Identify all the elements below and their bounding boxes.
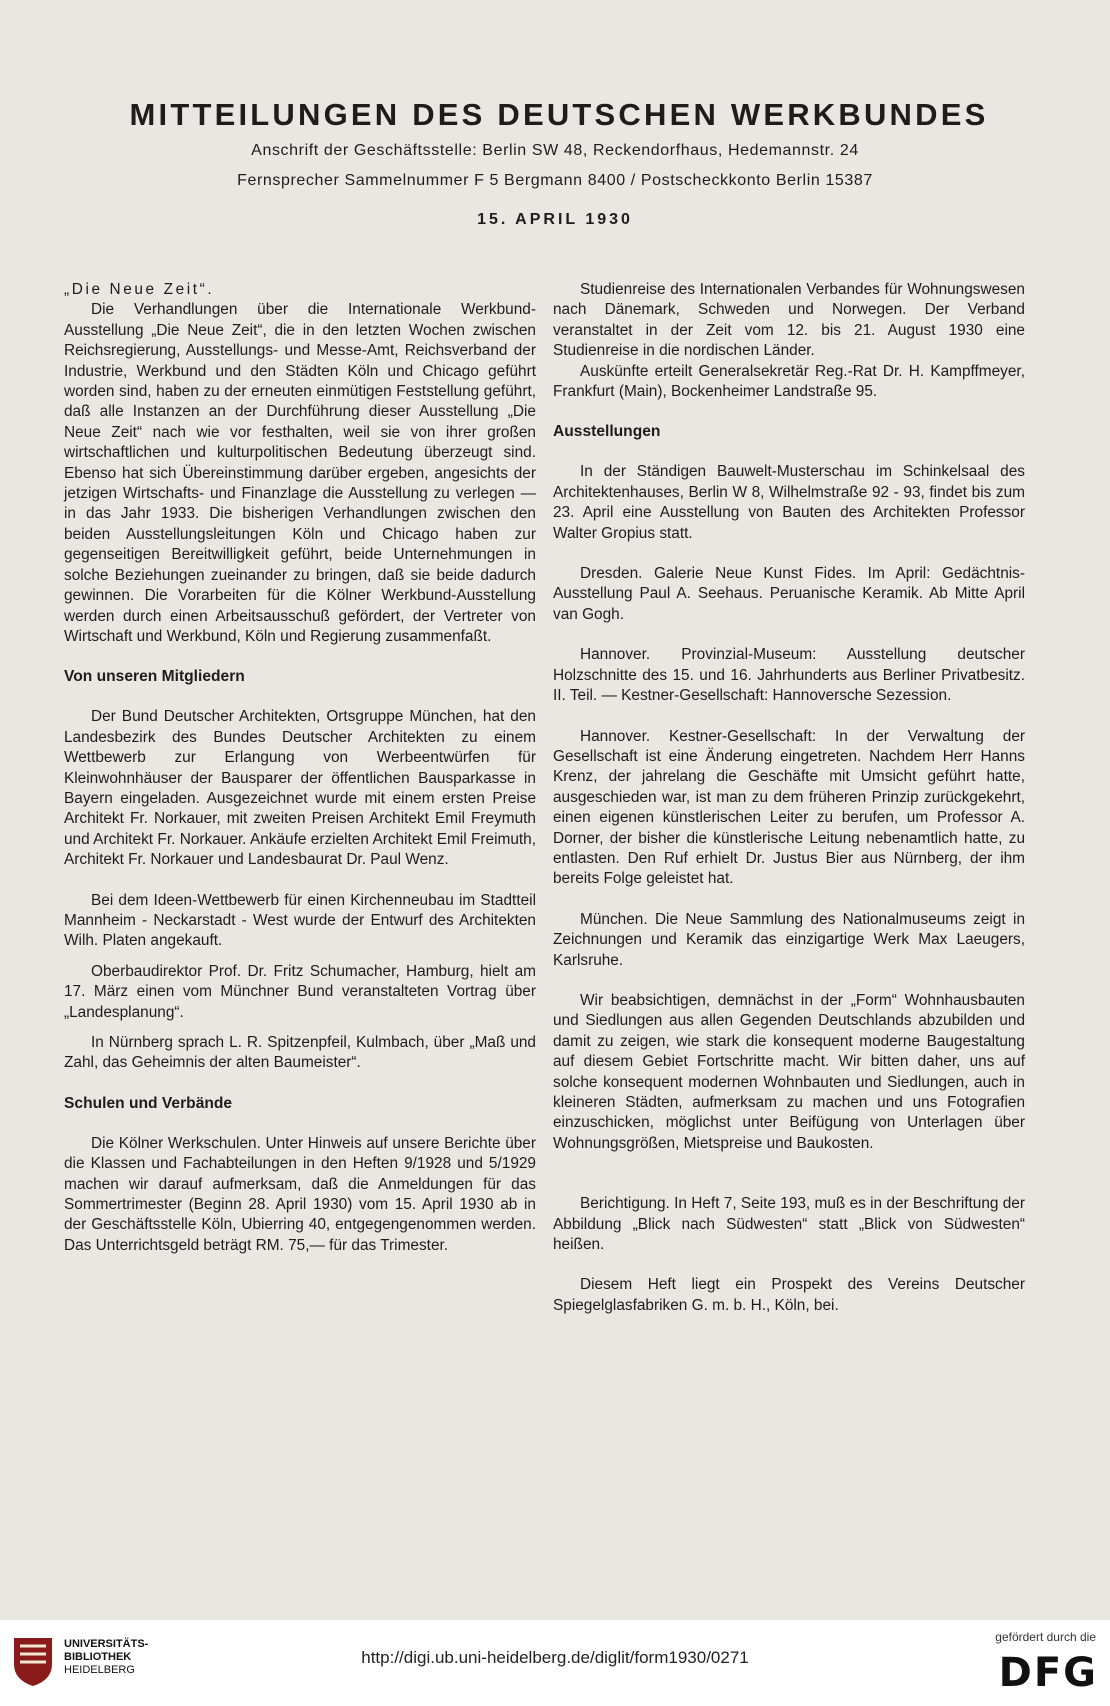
exhibition-muenchen: München. Die Neue Sammlung des Nationalmuseums zeigt in Zeichnungen und Keramik das einzigartige Werk Max Laeugers, Karlsruhe.: [553, 910, 1025, 969]
schools-heading: Schulen und Verbände: [64, 1094, 233, 1112]
digitization-footer: [0, 1620, 1110, 1706]
form-call-paragraph: Wir beabsichtigen, demnächst in der „Form“ Wohnhausbauten und Siedlungen aus allen Gegenden Deutschlands abzubilden und damit zu zeigen, wie stark die konsequent moderne Baugestaltung auf diesem Gebiet Fortschritte macht. Wir bitten daher, uns auf solche konsequent modernen Wohnbauten und Siedlungen, auch in kleineren Städten, aufmerksam zu machen und uns Fotografien einzuschicken, möglichst unter Beifügung von Unterlagen über Wohnungsgrößen, Mietspreise und Baukosten.: [553, 991, 1025, 1152]
study-trip-contact: Auskünfte erteilt Generalsekretär Reg.-Rat Dr. H. Kampffmeyer, Frankfurt (Main), Bockenheimer Landstraße 95.: [553, 362, 1025, 401]
issue-date: 15. APRIL 1930: [477, 211, 633, 228]
members-heading: Von unseren Mitgliedern: [64, 668, 245, 686]
masthead: [0, 96, 1110, 229]
members-paragraph-1: Der Bund Deutscher Architekten, Ortsgruppe München, hat den Landesbezirk des Bundes Deutscher Architekten zu einem Wettbewerb zur Erlangung von Werbeentwürfen für Kleinwohnhäuser der Bausparer der öffentlichen Bausparkasse in Bayern eingeladen. Ausgezeichnet wurde mit einem ersten Preise Architekt Fr. Norkauer, mit zweiten Preisen Architekt Emil Freymuth und Architekt Fr. Norkauer. Ankäufe erzielten Architekt Emil Freimuth, Architekt Fr. Norkauer und Landesbaurat Dr. Paul Wenz.: [64, 708, 536, 869]
library-name: UNIVERSITÄTS- BIBLIOTHEK HEIDELBERG: [64, 1638, 149, 1676]
funding-caption: gefördert durch die: [995, 1630, 1096, 1644]
schools-paragraph-1: Die Kölner Werkschulen. Unter Hinweis auf unsere Berichte über die Klassen und Fachabteilungen in den Heften 9/1928 und 5/1929 machen wir darauf aufmerksam, daß die Anmeldungen für das Sommertrimester (Beginn 28. April 1930) vom 15. April 1930 ab in der Geschäftsstelle Köln, Ubierring 40, entgegengenommen werden. Das Unterrichtsgeld beträgt RM. 75,— für das Trimester.: [64, 1134, 536, 1254]
exhibition-hannover-1: Hannover. Provinzial-Museum: Ausstellung deutscher Holzschnitte des 15. und 16. Jahrhunderts aus Berliner Privatbesitz. II. Teil. — Kestner-Gesellschaft: Hannoversche Sezession.: [553, 646, 1025, 705]
correction-paragraph: Berichtigung. In Heft 7, Seite 193, muß es in der Beschriftung der Abbildung „Blick nach Südwesten“ statt „Blick von Südwesten“ heißen.: [553, 1195, 1025, 1254]
masthead-address: Anschrift der Geschäftsstelle: Berlin SW 48, Reckendorfhaus, Hedemannstr. 24: [251, 142, 859, 159]
members-paragraph-3: Oberbaudirektor Prof. Dr. Fritz Schumacher, Hamburg, hielt am 17. März einen vom Münchner Bund veranstalteten Vortrag über „Landesplanung“.: [64, 962, 536, 1021]
members-paragraph-2: Bei dem Ideen-Wettbewerb für einen Kirchenneubau im Stadtteil Mannheim - Neckarstadt - West wurde der Entwurf des Architekten Wilh. Platen angekauft.: [64, 891, 536, 950]
neue-zeit-title: „Die Neue Zeit“.: [64, 281, 215, 298]
exhibitions-heading: Ausstellungen: [553, 423, 661, 441]
exhibition-berlin: In der Ständigen Bauwelt-Musterschau im Schinkelsaal des Architektenhauses, Berlin W 8, Wilhelmstraße 92 - 93, findet bis zum 23. April eine Ausstellung von Bauten des Architekten Professor Walter Gropius statt.: [553, 463, 1025, 542]
masthead-title: MITTEILUNGEN DES DEUTSCHEN WERKBUNDES: [129, 97, 989, 132]
source-url-link[interactable]: http://digi.ub.uni-heidelberg.de/diglit/form1930/0271: [361, 1648, 749, 1667]
neue-zeit-body: Die Verhandlungen über die Internationale Werkbund-Ausstellung „Die Neue Zeit“, die in den letzten Wochen zwischen Reichsregierung, Ausstellungs- und Messe-Amt, Reichsverband der Industrie, Werkbund und den Städten Köln und Chicago geführt worden sind, haben zu der erneuten einmütigen Feststellung geführt, daß alle Instanzen an der Durchführung dieser Ausstellung „Die Neue Zeit“ nach wie vor festhalten, weil sie von ihrer großen wirtschaftlichen und kulturpolitischen Bedeutung überzeugt sind. Ebenso hat sich Übereinstimmung darüber ergeben, angesichts der jetzigen Wirtschafts- und Finanzlage die Ausstellung zu verlegen — in das Jahr 1933. Die bisherigen Verhandlungen zwischen den beiden Ausstellungsleitungen Köln und Chicago haben zur gegenseitigen Bereitwilligkeit geführt, beide Unternehmungen in solche Beziehungen zueinander zu bringen, daß sie beide dadurch gewinnen. Die Vorarbeiten für die Kölner Werkbund-Ausstellung werden durch einen Arbeitsausschuß gefördert, der Vertreter von Wirtschaft und Werkbund, Köln und Regierung zusammenfaßt.: [64, 301, 536, 645]
exhibition-dresden: Dresden. Galerie Neue Kunst Fides. Im April: Gedächtnis-Ausstellung Paul A. Seehaus. Peruanische Keramik. Ab Mitte April van Gogh.: [553, 565, 1025, 623]
study-trip-paragraph: Studienreise des Internationalen Verbandes für Wohnungswesen nach Dänemark, Schweden und Norwegen. Der Verband veranstaltet in der Zeit vom 12. bis 21. August 1930 eine Studienreise in die nordischen Länder.: [553, 281, 1025, 360]
right-column: [553, 280, 1025, 1316]
dfg-logo: DFG: [998, 1650, 1098, 1696]
left-column: [64, 280, 536, 1256]
exhibition-hannover-2: Hannover. Kestner-Gesellschaft: In der Verwaltung der Gesellschaft ist eine Änderung eingetreten. Nachdem Herr Hanns Krenz, der jahrelang die Geschäfte mit Umsicht geführt hatte, ausgeschieden war, ist man zu dem früheren Prinzip zurückgekehrt, einen eigenen künstlerischen Leiter zu berufen, um Professor A. Dorner, der bisher die künstlerische Leitung nebenamtlich hatte, zu entlasten. Den Ruf erhielt Dr. Justus Bier aus Nürnberg, der ihm bereits Folge geleistet hat.: [553, 727, 1025, 888]
masthead-phone: Fernsprecher Sammelnummer F 5 Bergmann 8400 / Postscheckkonto Berlin 15387: [237, 172, 873, 189]
prospectus-paragraph: Diesem Heft liegt ein Prospekt des Vereins Deutscher Spiegelglasfabriken G. m. b. H., Köln, bei.: [553, 1276, 1025, 1314]
members-paragraph-4: In Nürnberg sprach L. R. Spitzenpfeil, Kulmbach, über „Maß und Zahl, das Geheimnis der alten Baumeister“.: [64, 1034, 536, 1072]
